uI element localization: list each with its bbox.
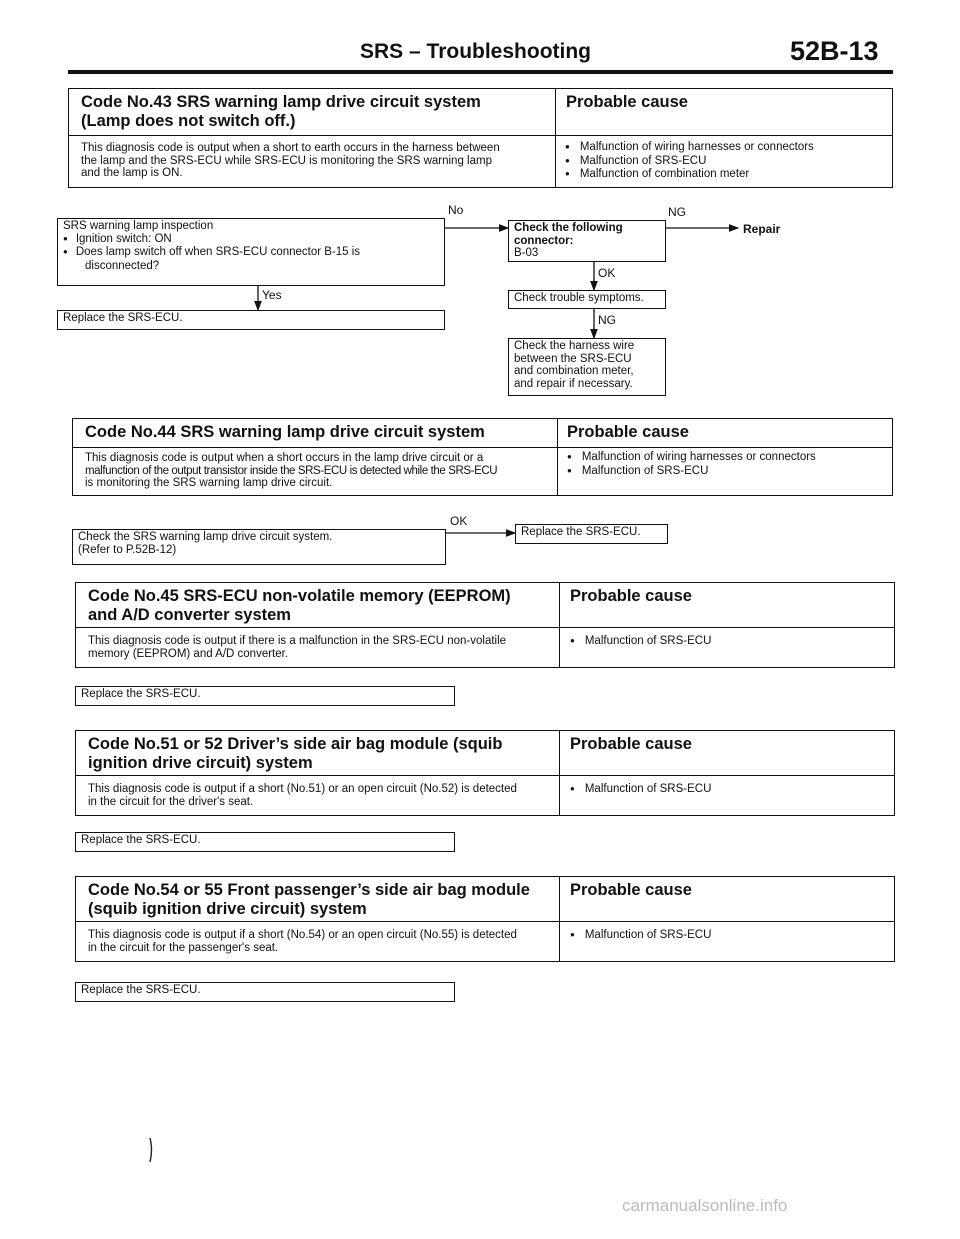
desc-line: is monitoring the SRS warning lamp drive circuit. — [85, 477, 333, 489]
check-connector-line3: B-03 — [514, 247, 539, 259]
check-connector-line2: connector: — [514, 234, 574, 247]
code54-probable-cause-label: Probable cause — [570, 881, 692, 899]
desc-line: in the circuit for the driver's seat. — [88, 795, 254, 808]
cause-item: ● Malfunction of wiring harnesses or connectors — [565, 141, 814, 155]
yes-label: Yes — [262, 288, 282, 302]
code51-probable-cause-label: Probable cause — [570, 735, 692, 753]
desc-line: the lamp and the SRS-ECU while SRS-ECU is monitoring the SRS warning lamp — [81, 154, 492, 167]
replace-text: Replace the SRS-ECU. — [81, 834, 201, 846]
desc-line: memory (EEPROM) and A/D converter. — [88, 647, 289, 660]
check-connector-line1: Check the following — [514, 222, 623, 234]
cause-item: ● Malfunction of SRS-ECU — [570, 783, 711, 797]
code45-title-line2: and A/D converter system — [88, 606, 291, 624]
code43-probable-cause-label: Probable cause — [566, 93, 688, 111]
harness-line: Check the harness wire — [514, 340, 635, 352]
no-label: No — [448, 203, 464, 217]
code51-title-line1: Code No.51 or 52 Driver’s side air bag module (squib — [88, 735, 503, 753]
repair-label: Repair — [743, 222, 781, 236]
code51-title-line2: ignition drive circuit) system — [88, 754, 313, 772]
code44-title-line1: Code No.44 SRS warning lamp drive circuit system — [85, 423, 485, 441]
replace-text: Replace the SRS-ECU. — [81, 688, 201, 700]
code45-title-line1: Code No.45 SRS-ECU non-volatile memory (EEPROM) — [88, 587, 511, 605]
ok-label: OK — [598, 266, 616, 280]
page-number: 52B-13 — [790, 36, 879, 66]
harness-line: and combination meter, — [514, 365, 634, 377]
code54-title-line2: (squib ignition drive circuit) system — [88, 900, 367, 918]
check-trouble-text: Check trouble symptoms. — [514, 292, 644, 304]
page-title: SRS – Troubleshooting — [360, 40, 592, 63]
harness-line: between the SRS-ECU — [514, 352, 632, 365]
desc-line: This diagnosis code is output if a short (No.51) or an open circuit (No.52) is detected — [88, 783, 517, 795]
ng-label: NG — [668, 205, 686, 219]
harness-line: and repair if necessary. — [514, 377, 633, 390]
desc-line: This diagnosis code is output if a short (No.54) or an open circuit (No.55) is detected — [88, 929, 517, 941]
code45-probable-cause-label: Probable cause — [570, 587, 692, 605]
desc-line: malfunction of the output transistor inside the SRS-ECU is detected while the SRS-ECU — [85, 464, 498, 477]
code44-probable-cause-label: Probable cause — [567, 423, 689, 441]
cause-item: ● Malfunction of SRS-ECU — [567, 465, 816, 479]
inspection-title: SRS warning lamp inspection — [63, 220, 214, 232]
code43-title-line1: Code No.43 SRS warning lamp drive circuit system — [81, 93, 481, 111]
ng-label-2: NG — [598, 313, 616, 327]
footer-watermark: carmanualsonline.info — [622, 1196, 788, 1215]
cause-item: ● Malfunction of combination meter — [565, 168, 814, 182]
check-line: (Refer to P.52B-12) — [78, 543, 177, 556]
check-line: Check the SRS warning lamp drive circuit system. — [78, 531, 333, 543]
desc-line: This diagnosis code is output when a short occurs in the lamp drive circuit or a — [85, 452, 484, 464]
inspection-item: ● Ignition switch: ON — [63, 233, 439, 247]
cause-item: ● Malfunction of wiring harnesses or connectors — [567, 451, 816, 465]
margin-bracket-mark — [150, 1138, 152, 1162]
code54-title-line1: Code No.54 or 55 Front passenger’s side air bag module — [88, 881, 530, 899]
cause-item: ● Malfunction of SRS-ECU — [570, 929, 711, 943]
desc-line: This diagnosis code is output if there is a malfunction in the SRS-ECU non-volatile — [88, 635, 507, 647]
replace-text: Replace the SRS-ECU. — [63, 312, 183, 324]
replace-text: Replace the SRS-ECU. — [81, 984, 201, 996]
code43-title-line2: (Lamp does not switch off.) — [81, 112, 296, 130]
cause-item: ● Malfunction of SRS-ECU — [565, 155, 814, 169]
inspection-item: ● Does lamp switch off when SRS-ECU connector B-15 is — [63, 246, 439, 260]
replace-text: Replace the SRS-ECU. — [521, 526, 641, 538]
cause-item: ● Malfunction of SRS-ECU — [570, 635, 711, 649]
ok-label-44: OK — [450, 514, 468, 528]
desc-line: and the lamp is ON. — [81, 167, 183, 179]
desc-line: This diagnosis code is output when a short to earth occurs in the harness between — [81, 142, 500, 154]
desc-line: in the circuit for the passenger's seat. — [88, 941, 279, 954]
inspection-item: disconnected? — [85, 259, 160, 272]
